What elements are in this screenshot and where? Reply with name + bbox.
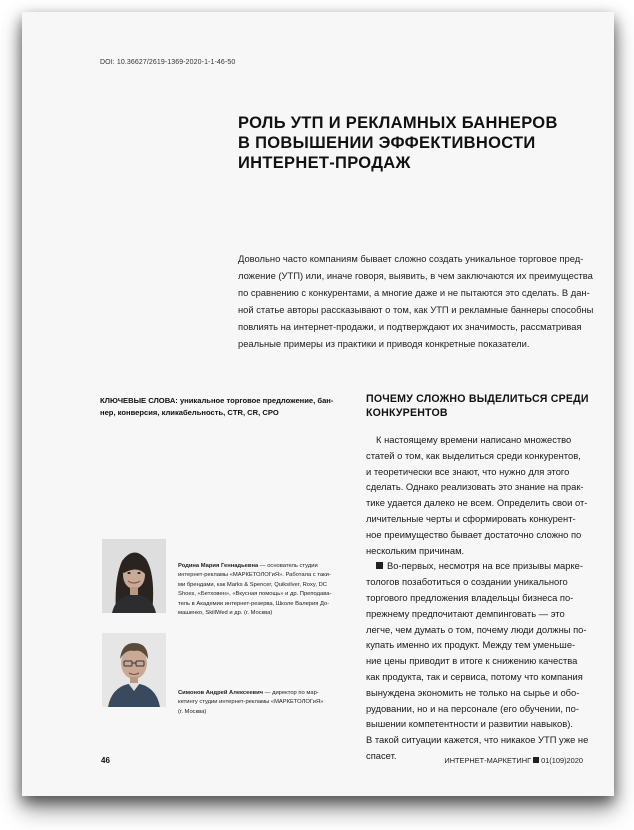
author-name: Родина Мария Геннадьевна [178,563,259,569]
body-line: нескольким причинам. [366,544,465,556]
author-bio [178,689,343,717]
body-line: и теоретически все знают, что нужно для этого [366,465,570,477]
body-line: вынуждена экономить не только на сырье и обо- [366,686,580,698]
section-heading-line: ПОЧЕМУ СЛОЖНО ВЫДЕЛИТЬСЯ СРЕДИ [366,393,589,405]
body-line: личительные черты и сформировать конкурент- [366,512,576,524]
bio-text: кетингу студии интернет-рекламы «МАРКЕТОЛОГиЯ» [178,699,324,706]
body-line: прежнему предпочитают демпинговать — это [366,607,565,619]
bio-text: ми брендами, как Marks & Spencer, Quiksilver, Roxy, DC [178,581,327,588]
keywords-text: уникальное торговое предложение, бан- [177,396,334,405]
journal-footer [444,756,583,765]
journal-page [22,12,614,796]
bio-text: тель в Академии интернет-резерва, Школе Валерия До- [178,600,330,607]
body-line-text: Во-первых, несмотря на все призывы марке- [387,560,584,572]
abstract [238,250,602,352]
bio-text: — директор по мар- [263,690,319,696]
article-title [238,113,598,173]
abstract-line: реальные примеры из практики и приводя конкретные показатели. [238,338,530,349]
body-line: тике удается далеко не всем. Определить свои от- [366,497,588,509]
bio-text: машенко, SkillWed и др. (г. Москва) [178,610,273,617]
keywords-label: КЛЮЧЕВЫЕ СЛОВА: [100,396,178,405]
journal-name: ИНТЕРНЕТ-МАРКЕТИНГ [444,756,532,765]
body-line: сделать. Однако реализовать это знание на прак- [366,481,584,493]
abstract-line: ложение (УТП) или, иначе говоря, выявить, в чем заключаются их преимущества [238,270,593,281]
body-line [366,558,612,574]
author-photo [102,633,166,707]
portrait-man-icon [102,633,166,707]
body-line: спасет. [366,749,397,761]
body-line: статей о том, как выделиться среди конкурентов, [366,449,581,461]
body-line: рудовании, но и на персонале (его обучении, по- [366,702,579,714]
body-line: как продукта, так и сервиса, потому что компания [366,670,583,682]
abstract-line: повлиять на интернет-продажи, и подтверждают их значимость, рассматривая [238,321,582,332]
title-line: ИНТЕРНЕТ-ПРОДАЖ [238,154,411,172]
body-line: В такой ситуации кажется, что никакое УТП уже не [366,734,589,746]
body-line: К настоящему времени написано множество [376,434,572,445]
doi: DOI: 10.36627/2619-1369-2020-1-1-46-50 [100,59,236,66]
keywords-text: нер, конверсия, кликабельность, CTR, CR, CPO [100,407,279,417]
abstract-line: ной статье авторы рассказывают о том, как УТП и рекламные баннеры способны [238,304,594,315]
body-line: ное преимущество бывает достаточно сложно по [366,528,582,540]
bio-text: (г. Москва) [178,708,207,715]
author-bio [178,562,343,618]
section-heading [366,392,606,420]
article-body [366,432,612,764]
square-bullet-icon [376,562,383,569]
title-line: В ПОВЫШЕНИИ ЭФФЕКТИВНОСТИ [238,134,536,152]
body-line: легче, чем думать о том, почему люди должны по- [366,623,587,635]
bio-text: интернет-рекламы «МАРКЕТОЛОГиЯ». Работала с таки- [178,572,331,579]
abstract-line: по сравнению с конкурентами, а многие даже и не пытаются это сделать. В дан- [238,287,590,298]
section-heading-line: КОНКУРЕНТОВ [366,407,448,419]
body-line: ние цены приводит в итоге к снижению качества [366,655,578,667]
keywords [100,395,340,418]
square-separator-icon [533,757,539,763]
body-line: торгового предложения владельцы бизнеса по- [366,591,574,603]
bio-text: Shoes, «Бетховен», «Вкусная помощь» и др. Преподава- [178,591,332,598]
abstract-line: Довольно часто компаниям бывает сложно создать уникальное торговое пред- [238,253,584,264]
journal-issue: 01(109)2020 [541,756,583,765]
body-line: вышении компетентности и развитии навыков). [366,718,573,730]
body-line: купать именно их продукт. Между тем уменьше- [366,639,576,651]
title-line: РОЛЬ УТП И РЕКЛАМНЫХ БАННЕРОВ [238,114,558,132]
author-photo [102,539,166,613]
author-name: Симонов Андрей Алексеевич [178,690,264,696]
portrait-woman-icon [102,539,166,613]
bio-text: — основатель студии [258,563,318,569]
page-number: 46 [101,756,110,765]
body-line: тологов позаботиться о создании уникального [366,576,568,588]
